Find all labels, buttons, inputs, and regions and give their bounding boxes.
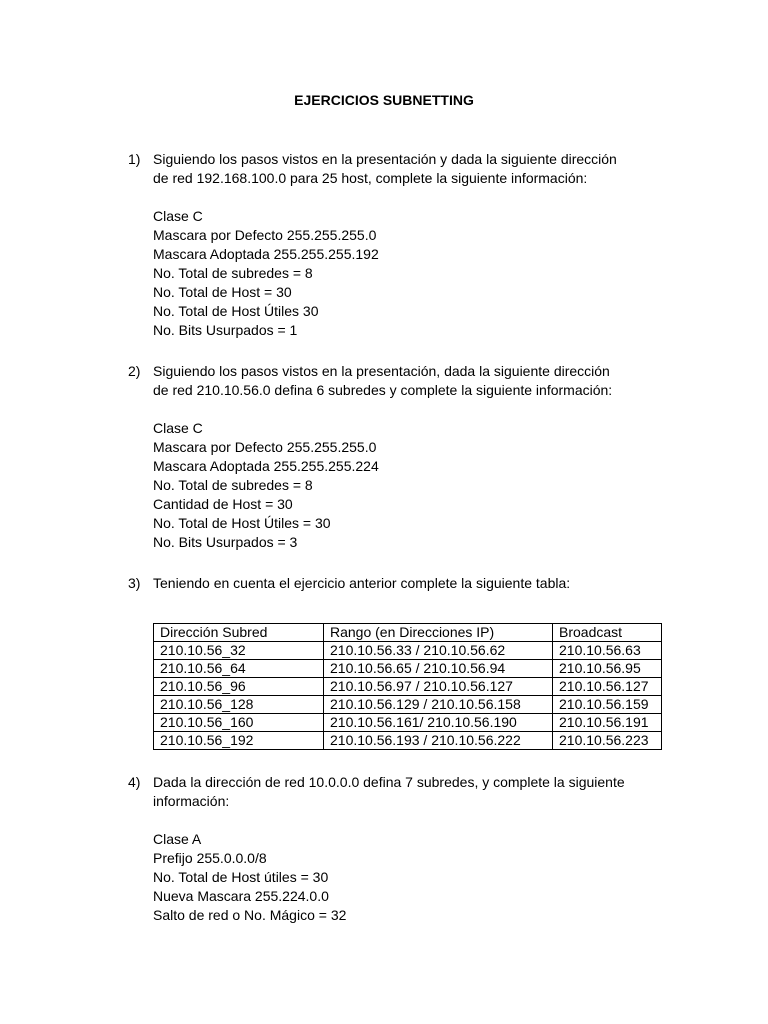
answer-line: Clase C: [153, 208, 203, 224]
table-cell: 210.10.56.129 / 210.10.56.158: [324, 696, 553, 714]
table-cell: 210.10.56.95: [553, 660, 662, 678]
table-row: [154, 732, 662, 750]
answer-line: Prefijo 255.0.0.0/8: [153, 850, 267, 866]
exercise-intro-line: de red 192.168.100.0 para 25 host, complete la siguiente información:: [153, 170, 588, 186]
table-cell: 210.10.56_160: [154, 714, 324, 732]
answer-line: Mascara Adoptada 255.255.255.224: [153, 458, 379, 474]
answer-line: Mascara por Defecto 255.255.255.0: [153, 439, 377, 455]
table-cell: 210.10.56_32: [154, 642, 324, 660]
subnet-table: [153, 623, 662, 750]
answer-line: Nueva Mascara 255.224.0.0: [153, 888, 329, 904]
answer-line: No. Total de subredes = 8: [153, 265, 313, 281]
table-cell: 210.10.56.223: [553, 732, 662, 750]
column-header: Dirección Subred: [154, 624, 324, 642]
table-row: [154, 696, 662, 714]
table-cell: 210.10.56.159: [553, 696, 662, 714]
table-cell: 210.10.56.161/ 210.10.56.190: [324, 714, 553, 732]
answer-line: Clase C: [153, 420, 203, 436]
exercise-number: 1): [128, 151, 141, 167]
exercise-number: 4): [128, 774, 141, 790]
table-cell: 210.10.56.127: [553, 678, 662, 696]
table-cell: 210.10.56.33 / 210.10.56.62: [324, 642, 553, 660]
exercise-number: 3): [128, 575, 141, 591]
exercise-body: [153, 574, 713, 593]
exercise-intro-line: información:: [153, 793, 230, 809]
answer-line: Cantidad de Host = 30: [153, 496, 293, 512]
exercise-intro-line: Dada la dirección de red 10.0.0.0 defina 7 subredes, y complete la siguiente: [153, 774, 625, 790]
exercise-intro-line: Teniendo en cuenta el ejercicio anterior complete la siguiente tabla:: [153, 575, 571, 591]
exercise-body: [153, 773, 713, 925]
answer-line: No. Bits Usurpados = 3: [153, 534, 298, 550]
exercise-intro-line: Siguiendo los pasos vistos en la presentación, dada la siguiente dirección: [153, 363, 610, 379]
table-cell: 210.10.56_96: [154, 678, 324, 696]
answer-line: Mascara por Defecto 255.255.255.0: [153, 227, 377, 243]
column-header: Broadcast: [553, 624, 662, 642]
table-header-row: [154, 624, 662, 642]
table-cell: 210.10.56.65 / 210.10.56.94: [324, 660, 553, 678]
answer-line: Salto de red o No. Mágico = 32: [153, 907, 347, 923]
answer-line: No. Bits Usurpados = 1: [153, 322, 298, 338]
exercise-number: 2): [128, 363, 141, 379]
table-row: [154, 678, 662, 696]
table-cell: 210.10.56.97 / 210.10.56.127: [324, 678, 553, 696]
table-cell: 210.10.56_192: [154, 732, 324, 750]
answer-line: Mascara Adoptada 255.255.255.192: [153, 246, 379, 262]
answer-line: No. Total de subredes = 8: [153, 477, 313, 493]
table-cell: 210.10.56.193 / 210.10.56.222: [324, 732, 553, 750]
answer-line: No. Total de Host = 30: [153, 284, 292, 300]
exercise-intro-line: de red 210.10.56.0 defina 6 subredes y complete la siguiente información:: [153, 382, 613, 398]
table-cell: 210.10.56_64: [154, 660, 324, 678]
exercise-body: [153, 362, 713, 552]
table-cell: 210.10.56_128: [154, 696, 324, 714]
answer-line: No. Total de Host Útiles = 30: [153, 515, 331, 531]
table-row: [154, 714, 662, 732]
table-row: [154, 642, 662, 660]
document-title: EJERCICIOS SUBNETTING: [294, 92, 474, 108]
exercise-intro-line: Siguiendo los pasos vistos en la presentación y dada la siguiente dirección: [153, 151, 617, 167]
exercise-body: [153, 150, 713, 340]
answer-line: No. Total de Host Útiles 30: [153, 303, 319, 319]
table-cell: 210.10.56.191: [553, 714, 662, 732]
answer-line: No. Total de Host útiles = 30: [153, 869, 329, 885]
answer-line: Clase A: [153, 831, 202, 847]
table-cell: 210.10.56.63: [553, 642, 662, 660]
table-row: [154, 660, 662, 678]
column-header: Rango (en Direcciones IP): [324, 624, 553, 642]
